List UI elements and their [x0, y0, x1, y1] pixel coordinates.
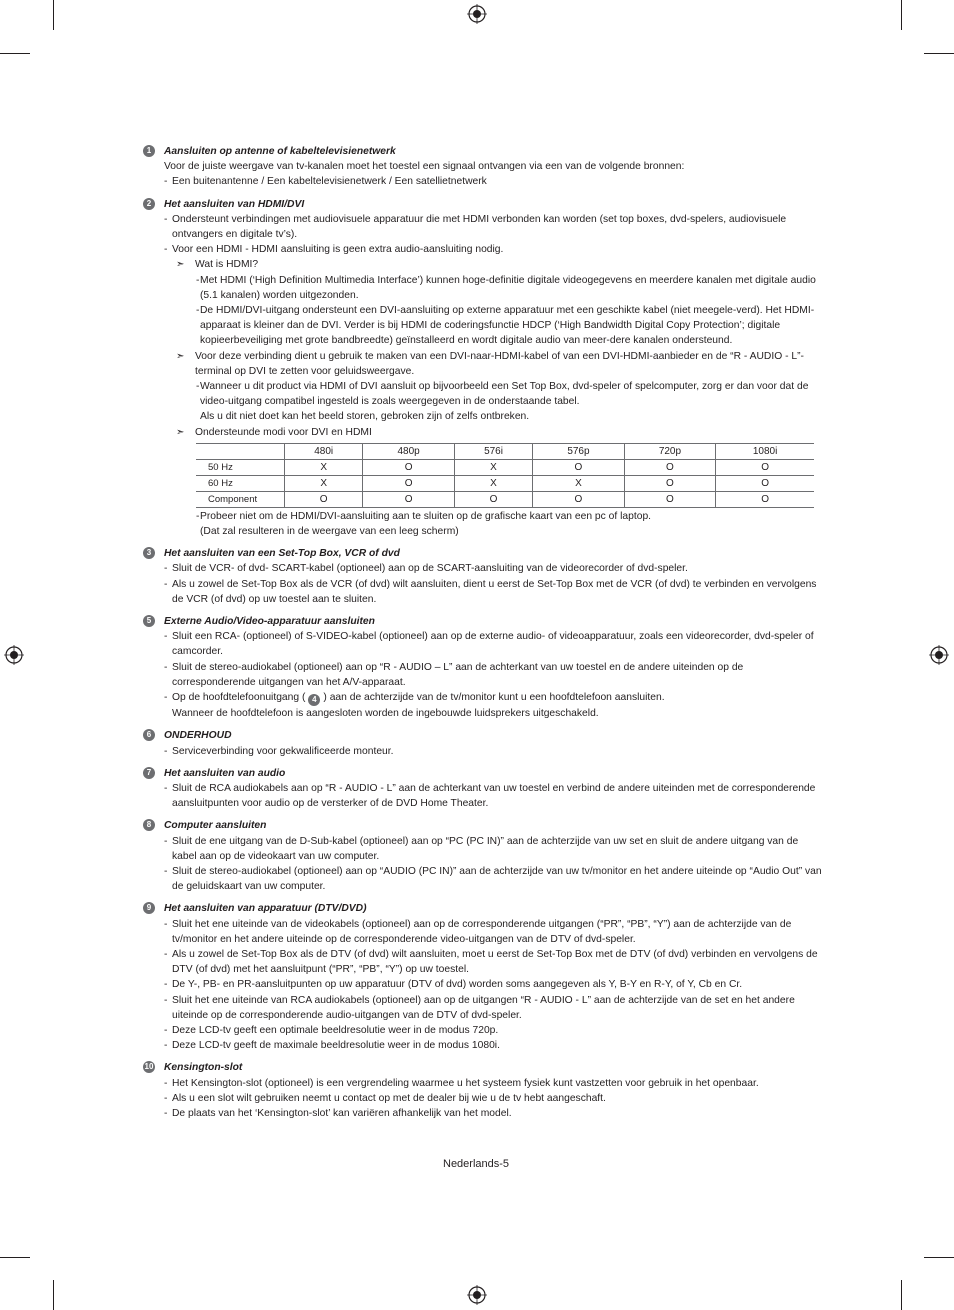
table-cell: O: [363, 459, 455, 475]
note-arrow-icon: ➣: [176, 350, 185, 362]
section-title: Het aansluiten van een Set-Top Box, VCR of dvd: [164, 548, 400, 560]
section-set-top-box: [143, 546, 823, 607]
section-hdmi-dvi: [143, 197, 823, 540]
note: [143, 425, 823, 440]
crop-mark: [924, 53, 954, 54]
list-item: - Het Kensington-slot (optioneel) is een vergrendeling waarmee u het systeem fysiek kunt vastzetten voor gebruik in het openbaar.: [143, 1076, 823, 1091]
section-heading: [143, 197, 823, 212]
note-arrow-icon: ➣: [176, 259, 185, 271]
table-row: [196, 459, 814, 475]
section-kensington: [143, 1060, 823, 1121]
list-item: - Als u zowel de Set-Top Box als de VCR (of dvd) wilt aansluiten, dient u eerst de Set-Top Box met de VCR (of dvd) te verbinden en vervolgens de VCR (of dvd) op uw toestel aan te sluiten.: [143, 577, 823, 607]
section-title: Aansluiten op antenne of kabeltelevisienetwerk: [164, 146, 396, 157]
section-number-badge: 7: [143, 767, 155, 779]
section-title: Kensington-slot: [164, 1062, 243, 1074]
paragraph: Wanneer de hoofdtelefoon is aangesloten worden de ingebouwde luidsprekers uitgeschakeld.: [172, 708, 599, 720]
section-heading: [143, 901, 823, 916]
table-header: 720p: [624, 443, 716, 459]
list-item: - Sluit een RCA- (optioneel) of S-VIDEO-kabel (optioneel) aan op de externe audio- of videoapparatuur, zoals een videorecorder, dvd-speler of camcorder.: [143, 629, 823, 659]
section-heading: [143, 614, 823, 629]
section-number-badge: 8: [143, 819, 155, 831]
section-maintenance: [143, 728, 823, 758]
section-title: Het aansluiten van apparatuur (DTV/DVD): [164, 903, 367, 915]
section-dtv-dvd: [143, 901, 823, 1053]
note-text: Wat is HDMI?: [195, 259, 259, 271]
list-item: - Sluit het ene uiteinde van de videokabels (optioneel) aan op de corresponderende uitgangen (“PR”, “PB”, “Y”) aan de achterzijde van de tv/monitor en het andere uiteinde op de corresponderende video-uitgangen van de DTV of dvd-speler.: [143, 917, 823, 947]
list-item: - Probeer niet om de HDMI/DVI-aansluiting aan te sluiten op de grafische kaart van een pc of laptop.: [143, 509, 823, 524]
paragraph: Voor de juiste weergave van tv-kanalen moet het toestel een signaal ontvangen via een van de volgende bronnen:: [164, 161, 685, 173]
section-heading: [143, 766, 823, 781]
table-cell: O: [716, 459, 814, 475]
section-title: ONDERHOUD: [164, 730, 232, 742]
table-cell: X: [454, 459, 532, 475]
list-item: - De Y-, PB- en PR-aansluitpunten op uw apparatuur (DTV of dvd) worden soms aangegeven als Y, B-Y en R-Y, of Y, Cb en Cr.: [143, 977, 823, 992]
section-audio: [143, 766, 823, 812]
section-heading: [143, 818, 823, 833]
list-item: - Sluit de VCR- of dvd- SCART-kabel (optioneel) aan op de SCART-aansluiting van de videorecorder of dvd-speler.: [143, 561, 823, 576]
table-header: 576p: [533, 443, 625, 459]
table-cell: O: [624, 475, 716, 491]
list-item: - Sluit de ene uitgang van de D-Sub-kabel (optioneel) aan op “PC (PC IN)” aan de achterzijde van uw set en sluit de andere uitgang van de kabel aan op de videokaart van uw computer.: [143, 834, 823, 864]
table-header: 480p: [363, 443, 455, 459]
table-cell: O: [363, 491, 455, 507]
section-computer: [143, 818, 823, 894]
list-item: - Wanneer u dit product via HDMI of DVI aansluit op bijvoorbeeld een Set Top Box, dvd-speler of spelcomputer, zorg er dan voor dat de video-uitgang compatibel ingesteld is zoals weergegeven in de onderstaande tabel.: [143, 379, 823, 409]
table-header: 1080i: [716, 443, 814, 459]
note: [143, 257, 823, 272]
section-antenna: [143, 144, 823, 190]
list-item: - De HDMI/DVI-uitgang ondersteunt een DVI-aansluiting op externe apparatuur met een geschikte kabel (niet meegele-verd). Het HDMI-apparaat is kleiner dan de DVI. Verder is bij HDMI de coderingsfunctie HDCP (‘High Bandwidth Digital Copy Protection’; digitale kopieerbeveiliging met grote bandbreedte) geïnstalleerd en wordt digitale audio van meer-dere kanalen ondersteund.: [143, 303, 823, 349]
section-number-badge: 5: [143, 615, 155, 627]
page-number: Nederlands-5: [443, 1158, 510, 1170]
table-row: [196, 491, 814, 507]
section-heading: [143, 1060, 823, 1075]
list-item: - Sluit de stereo-audiokabel (optioneel) aan op “R - AUDIO – L” aan de achterkant van uw toestel en de andere uiteinden op de corresponderende uitgangen van het A/V-apparaat.: [143, 660, 823, 690]
section-number-badge: 3: [143, 547, 155, 559]
list-item: - Een buitenantenne / Een kabeltelevisienetwerk / Een satellietnetwerk: [143, 174, 823, 189]
section-number-badge: 6: [143, 729, 155, 741]
registration-mark-icon: [929, 645, 949, 665]
section-number-badge: 1: [143, 145, 155, 157]
note: [143, 349, 823, 379]
registration-mark-icon: [467, 1285, 487, 1305]
section-number-badge: 2: [143, 198, 155, 210]
table-cell: O: [533, 491, 625, 507]
paragraph: Als u dit niet doet kan het beeld storen, gebroken zijn of zelfs ontbreken.: [200, 411, 530, 423]
table-header: 480i: [285, 443, 363, 459]
table-cell: O: [716, 491, 814, 507]
section-heading: [143, 728, 823, 743]
headphone-text-post: ) aan de achterzijde van de tv/monitor kunt u een hoofdtelefoon aansluiten.: [323, 692, 665, 704]
table-cell: O: [285, 491, 363, 507]
list-item: - Deze LCD-tv geeft een optimale beeldresolutie weer in de modus 720p.: [143, 1023, 823, 1038]
crop-mark: [901, 1280, 902, 1310]
row-label: 60 Hz: [196, 475, 285, 491]
list-item: - De plaats van het ‘Kensington-slot’ kan variëren afhankelijk van het model.: [143, 1106, 823, 1121]
note-text: Voor deze verbinding dient u gebruik te maken van een DVI-naar-HDMI-kabel of van een DVI-HDMI-aanbieder en de “R - AUDIO - L”-terminal op DVI te zetten voor geluidsweergave.: [195, 350, 804, 377]
table-cell: O: [716, 475, 814, 491]
table-row: [196, 475, 814, 491]
list-item: - Voor een HDMI - HDMI aansluiting is geen extra audio-aansluiting nodig.: [143, 242, 823, 257]
section-external-av: [143, 614, 823, 721]
section-title: Computer aansluiten: [164, 820, 267, 832]
section-title: Externe Audio/Video-apparatuur aansluiten: [164, 616, 375, 628]
registration-mark-icon: [4, 645, 24, 665]
section-heading: [143, 546, 823, 561]
registration-mark-icon: [467, 4, 487, 24]
crop-mark: [0, 53, 30, 54]
note-text: Ondersteunde modi voor DVI en HDMI: [195, 426, 372, 438]
section-title: Het aansluiten van audio: [164, 767, 286, 779]
row-label: Component: [196, 491, 285, 507]
table-header-row: [196, 443, 814, 459]
section-title: Het aansluiten van HDMI/DVI: [164, 198, 305, 210]
table-cell: X: [533, 475, 625, 491]
section-number-badge: 10: [144, 1062, 154, 1072]
crop-mark: [901, 0, 902, 30]
section-heading: [143, 144, 823, 159]
headphone-text-pre: Op de hoofdtelefoonuitgang (: [172, 692, 306, 704]
crop-mark: [53, 1280, 54, 1310]
supported-modes-table: [196, 443, 814, 508]
list-item: - Sluit het ene uiteinde van RCA audiokabels (optioneel) aan op de uitgangen “R - AUDIO - L” aan de achterzijde van de set en het andere uiteinde op de corresponderende audio-uitgangen van de DTV of dvd-speler.: [143, 993, 823, 1023]
table-cell: X: [454, 475, 532, 491]
headphone-jack-number-badge: 4: [308, 694, 320, 706]
table-cell: O: [624, 491, 716, 507]
table-cell: O: [363, 475, 455, 491]
table-cell: X: [285, 459, 363, 475]
table-cell: O: [454, 491, 532, 507]
table-header-blank: [196, 443, 285, 459]
section-number-badge: 9: [143, 902, 155, 914]
list-item: - Ondersteunt verbindingen met audiovisuele apparatuur die met HDMI verbonden kan worden (set top boxes, dvd-spelers, audiovisuele ontvangers en digitale tv’s).: [143, 212, 823, 242]
note-arrow-icon: ➣: [176, 426, 185, 438]
crop-mark: [924, 1257, 954, 1258]
paragraph: (Dat zal resulteren in de weergave van een leeg scherm): [200, 526, 459, 538]
page-content: [143, 144, 823, 1128]
list-item: - Sluit de RCA audiokabels aan op “R - AUDIO - L” aan de achterkant van uw toestel en verbind de andere uiteinden met de corresponderende aansluitpunten voor audio op de versterker of de DVD Home Theater.: [143, 781, 823, 811]
list-item: - Met HDMI (‘High Definition Multimedia Interface’) kunnen hoge-definitie digitale videogegevens en meerdere kanalen met digitale audio (5.1 kanalen) worden uitgezonden.: [143, 273, 823, 303]
row-label: 50 Hz: [196, 459, 285, 475]
table-cell: O: [624, 459, 716, 475]
list-item: - Serviceverbinding voor gekwalificeerde monteur.: [143, 744, 823, 759]
list-item: - Als u een slot wilt gebruiken neemt u contact op met de dealer bij wie u de tv hebt aangeschaft.: [143, 1091, 823, 1106]
list-item: - Als u zowel de Set-Top Box als de DTV (of dvd) wilt aansluiten, moet u eerst de Set-Top Box met de DTV (of dvd) verbinden en vervolgens de DTV (of dvd) met het aansluitpunt (“PR”, “PB”, “Y”) op uw toestel.: [143, 947, 823, 977]
table-cell: X: [285, 475, 363, 491]
list-item: [143, 690, 823, 706]
table-header: 576i: [454, 443, 532, 459]
crop-mark: [53, 0, 54, 30]
list-item: - Sluit de stereo-audiokabel (optioneel) aan op “AUDIO (PC IN)” aan de achterzijde van uw tv/monitor en het andere uiteinde op “Audio Out” van de geluidskaart van uw computer.: [143, 864, 823, 894]
crop-mark: [0, 1257, 30, 1258]
list-item: - Deze LCD-tv geeft de maximale beeldresolutie weer in de modus 1080i.: [143, 1038, 823, 1053]
table-cell: O: [533, 459, 625, 475]
